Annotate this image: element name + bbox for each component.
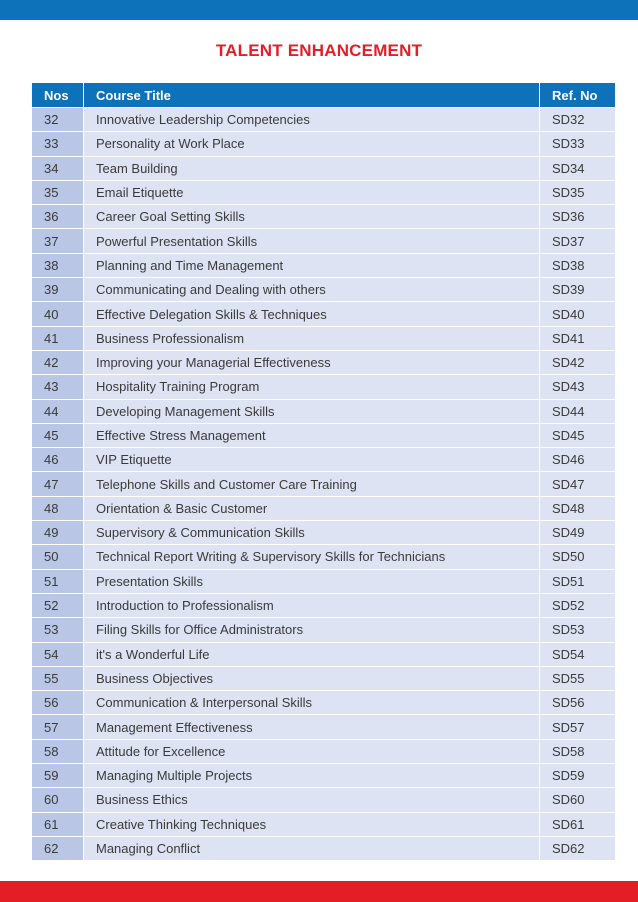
ref-number: SD56 [540,690,615,714]
row-number: 45 [32,423,84,447]
course-title: VIP Etiquette [84,447,540,471]
table-row [32,544,615,568]
table-row [32,277,615,301]
ref-number: SD51 [540,569,615,593]
course-title: Developing Management Skills [84,399,540,423]
course-title: Effective Delegation Skills & Techniques [84,301,540,325]
table-header-row [32,83,615,107]
table-row [32,520,615,544]
row-number: 55 [32,666,84,690]
table-row [32,569,615,593]
row-number: 62 [32,836,84,860]
ref-number: SD32 [540,107,615,131]
table-row [32,350,615,374]
ref-number: SD40 [540,301,615,325]
ref-number: SD55 [540,666,615,690]
row-number: 58 [32,739,84,763]
row-number: 49 [32,520,84,544]
course-title: Business Professionalism [84,326,540,350]
table-row [32,642,615,666]
ref-number: SD37 [540,228,615,252]
table-row [32,714,615,738]
ref-number: SD35 [540,180,615,204]
table-body [32,107,615,860]
table-row [32,423,615,447]
course-title: Filing Skills for Office Administrators [84,617,540,641]
course-title: Business Objectives [84,666,540,690]
row-number: 61 [32,812,84,836]
row-number: 33 [32,131,84,155]
ref-number: SD59 [540,763,615,787]
top-color-band [0,0,638,20]
ref-number: SD38 [540,253,615,277]
ref-number: SD54 [540,642,615,666]
course-title: Email Etiquette [84,180,540,204]
row-number: 47 [32,471,84,495]
course-title: Effective Stress Management [84,423,540,447]
course-title: Team Building [84,156,540,180]
course-title: Supervisory & Communication Skills [84,520,540,544]
ref-number: SD50 [540,544,615,568]
course-title: Communicating and Dealing with others [84,277,540,301]
ref-number: SD39 [540,277,615,301]
ref-number: SD45 [540,423,615,447]
row-number: 54 [32,642,84,666]
course-title: Managing Conflict [84,836,540,860]
row-number: 50 [32,544,84,568]
row-number: 40 [32,301,84,325]
ref-number: SD44 [540,399,615,423]
ref-number: SD46 [540,447,615,471]
ref-number: SD53 [540,617,615,641]
row-number: 39 [32,277,84,301]
table-row [32,374,615,398]
table-row [32,763,615,787]
row-number: 56 [32,690,84,714]
ref-number: SD47 [540,471,615,495]
table-row [32,399,615,423]
course-title: it's a Wonderful Life [84,642,540,666]
column-header-course-title: Course Title [84,83,540,107]
row-number: 32 [32,107,84,131]
row-number: 53 [32,617,84,641]
ref-number: SD58 [540,739,615,763]
course-title: Orientation & Basic Customer [84,496,540,520]
course-title: Technical Report Writing & Supervisory Skills for Technicians [84,544,540,568]
row-number: 44 [32,399,84,423]
page-title: TALENT ENHANCEMENT [215,41,423,60]
row-number: 42 [32,350,84,374]
ref-number: SD41 [540,326,615,350]
course-title: Attitude for Excellence [84,739,540,763]
ref-number: SD57 [540,714,615,738]
ref-number: SD61 [540,812,615,836]
row-number: 57 [32,714,84,738]
table-row [32,156,615,180]
table-row [32,326,615,350]
table-row [32,180,615,204]
table-row [32,107,615,131]
row-number: 34 [32,156,84,180]
column-header-nos: Nos [32,83,84,107]
row-number: 48 [32,496,84,520]
course-title: Presentation Skills [84,569,540,593]
ref-number: SD33 [540,131,615,155]
course-title: Management Effectiveness [84,714,540,738]
table-row [32,666,615,690]
course-title: Managing Multiple Projects [84,763,540,787]
table-row [32,787,615,811]
table-row [32,836,615,860]
table-row [32,253,615,277]
course-title: Hospitality Training Program [84,374,540,398]
course-title: Improving your Managerial Effectiveness [84,350,540,374]
ref-number: SD49 [540,520,615,544]
table-row [32,593,615,617]
column-header-ref-no: Ref. No [540,83,615,107]
ref-number: SD36 [540,204,615,228]
course-title: Innovative Leadership Competencies [84,107,540,131]
course-title: Telephone Skills and Customer Care Training [84,471,540,495]
row-number: 35 [32,180,84,204]
table-row [32,204,615,228]
ref-number: SD48 [540,496,615,520]
ref-number: SD62 [540,836,615,860]
row-number: 43 [32,374,84,398]
ref-number: SD42 [540,350,615,374]
row-number: 41 [32,326,84,350]
row-number: 36 [32,204,84,228]
table-row [32,739,615,763]
bottom-color-band [0,881,638,902]
table-row [32,690,615,714]
row-number: 60 [32,787,84,811]
ref-number: SD60 [540,787,615,811]
table-row [32,301,615,325]
course-title: Creative Thinking Techniques [84,812,540,836]
row-number: 52 [32,593,84,617]
table-row [32,496,615,520]
row-number: 38 [32,253,84,277]
table-row [32,812,615,836]
course-title: Business Ethics [84,787,540,811]
ref-number: SD43 [540,374,615,398]
course-title: Planning and Time Management [84,253,540,277]
course-title: Communication & Interpersonal Skills [84,690,540,714]
course-title: Career Goal Setting Skills [84,204,540,228]
row-number: 37 [32,228,84,252]
table-row [32,471,615,495]
ref-number: SD52 [540,593,615,617]
row-number: 59 [32,763,84,787]
course-title: Introduction to Professionalism [84,593,540,617]
course-title: Powerful Presentation Skills [84,228,540,252]
table-row [32,447,615,471]
row-number: 46 [32,447,84,471]
table-row [32,228,615,252]
course-table [32,83,615,860]
row-number: 51 [32,569,84,593]
course-title: Personality at Work Place [84,131,540,155]
table-row [32,131,615,155]
ref-number: SD34 [540,156,615,180]
table-row [32,617,615,641]
